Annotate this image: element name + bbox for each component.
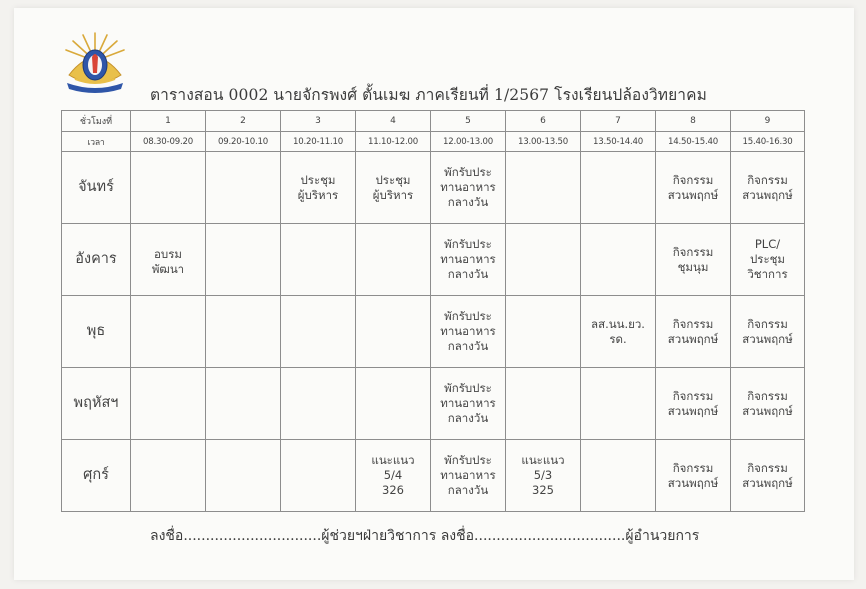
schedule-cell [506,296,581,368]
time-slot: 15.40-16.30 [731,132,805,152]
schedule-cell [581,224,656,296]
schedule-cell [206,296,281,368]
day-row-wednesday [62,296,805,368]
schedule-cell: พักรับประ ทานอาหาร กลางวัน [431,296,506,368]
schedule-cell [281,368,356,440]
schedule-cell [206,368,281,440]
schedule-cell [581,440,656,512]
schedule-cell: กิจกรรม สวนพฤกษ์ [656,440,731,512]
schedule-cell: กิจกรรม สวนพฤกษ์ [731,152,805,224]
schedule-cell [356,296,431,368]
schedule-cell: กิจกรรม ชุมนุม [656,224,731,296]
time-slot: 13.00-13.50 [506,132,581,152]
period-number: 2 [206,111,281,132]
schedule-cell [206,152,281,224]
schedule-cell: กิจกรรม สวนพฤกษ์ [731,368,805,440]
schedule-cell: ลส.นน.ยว. รด. [581,296,656,368]
day-row-thursday [62,368,805,440]
schedule-cell: พักรับประ ทานอาหาร กลางวัน [431,224,506,296]
schedule-cell [281,224,356,296]
schedule-cell: กิจกรรม สวนพฤกษ์ [656,152,731,224]
day-name: พุธ [62,296,131,368]
day-row-friday [62,440,805,512]
time-slot: 12.00-13.00 [431,132,506,152]
schedule-cell [131,368,206,440]
schedule-cell: กิจกรรม สวนพฤกษ์ [656,368,731,440]
period-row [62,111,805,132]
period-number: 8 [656,111,731,132]
period-number: 7 [581,111,656,132]
day-name: อังคาร [62,224,131,296]
schedule-cell: พักรับประ ทานอาหาร กลางวัน [431,368,506,440]
schedule-cell [506,224,581,296]
schedule-cell: PLC/ ประชุม วิชาการ [731,224,805,296]
day-name: ศุกร์ [62,440,131,512]
time-slot: 08.30-09.20 [131,132,206,152]
schedule-cell: กิจกรรม สวนพฤกษ์ [731,440,805,512]
day-name: จันทร์ [62,152,131,224]
schedule-cell [506,368,581,440]
time-label: เวลา [62,132,131,152]
schedule-cell: แนะแนว 5/4 326 [356,440,431,512]
period-number: 5 [431,111,506,132]
time-slot: 13.50-14.40 [581,132,656,152]
period-number: 1 [131,111,206,132]
time-slot: 10.20-11.10 [281,132,356,152]
schedule-cell: กิจกรรม สวนพฤกษ์ [656,296,731,368]
timetable [61,110,805,512]
time-row [62,132,805,152]
schedule-cell [206,224,281,296]
schedule-cell: ประชุม ผู้บริหาร [356,152,431,224]
time-slot: 14.50-15.40 [656,132,731,152]
day-row-tuesday [62,224,805,296]
page-title: ตารางสอน 0002 นายจักรพงศ์ ตั้นเมฆ ภาคเรียนที่ 1/2567 โรงเรียนปล้องวิทยาคม [150,86,707,104]
schedule-cell [356,368,431,440]
period-label: ชั่วโมงที่ [62,111,131,132]
period-number: 4 [356,111,431,132]
schedule-cell [131,440,206,512]
schedule-cell: พักรับประ ทานอาหาร กลางวัน [431,152,506,224]
period-number: 3 [281,111,356,132]
schedule-cell [506,152,581,224]
time-slot: 09.20-10.10 [206,132,281,152]
schedule-cell [281,440,356,512]
day-row-monday [62,152,805,224]
school-emblem-logo [59,31,131,93]
schedule-cell: กิจกรรม สวนพฤกษ์ [731,296,805,368]
day-name: พฤหัสฯ [62,368,131,440]
time-slot: 11.10-12.00 [356,132,431,152]
schedule-cell [131,296,206,368]
schedule-cell: แนะแนว 5/3 325 [506,440,581,512]
schedule-cell [131,152,206,224]
period-number: 9 [731,111,805,132]
period-number: 6 [506,111,581,132]
schedule-cell: ประชุม ผู้บริหาร [281,152,356,224]
signature-line: ลงชื่อ...............................ผู้ช่วยฯฝ่ายวิชาการ ลงชื่อ..................................ผู้อำนวยการ [150,528,700,544]
schedule-cell [356,224,431,296]
schedule-cell: พักรับประ ทานอาหาร กลางวัน [431,440,506,512]
schedule-cell [281,296,356,368]
schedule-cell [581,152,656,224]
schedule-cell [206,440,281,512]
schedule-cell: อบรม พัฒนา [131,224,206,296]
schedule-cell [581,368,656,440]
